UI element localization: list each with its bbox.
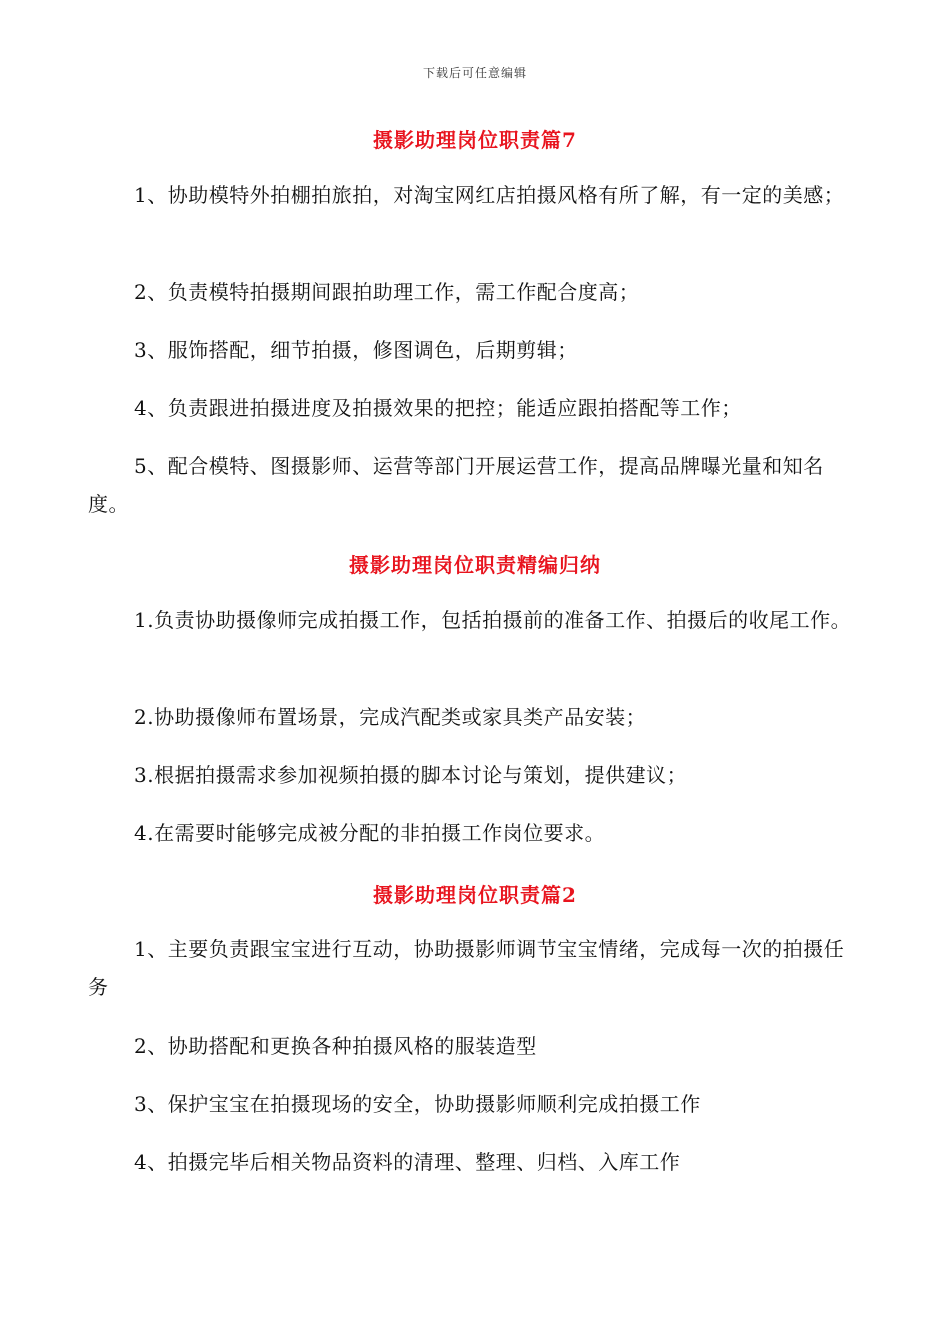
section-title-1: 摄影助理岗位职责篇7: [373, 128, 577, 152]
section-1-item-3: 3、服饰搭配，细节拍摄，修图调色，后期剪辑；: [134, 338, 578, 362]
section-2-item-2: 2.协助摄像师布置场景，完成汽配类或家具类产品安装；: [134, 705, 647, 729]
header-note: 下载后可任意编辑: [422, 66, 527, 80]
section-3-item-2: 2、协助搭配和更换各种拍摄风格的服装造型: [134, 1034, 537, 1058]
section-3-item-3: 3、保护宝宝在拍摄现场的安全，协助摄影师顺利完成拍摄工作: [134, 1092, 701, 1116]
section-3-item-1: 1、主要负责跟宝宝进行互动，协助摄影师调节宝宝情绪，完成每一次的拍摄任务: [88, 937, 845, 999]
section-1-item-4: 4、负责跟进拍摄进度及拍摄效果的把控；能适应跟拍搭配等工作；: [134, 396, 742, 420]
section-1-item-1: 1、协助模特外拍棚拍旅拍，对淘宝网红店拍摄风格有所了解，有一定的美感；: [134, 183, 845, 207]
section-3-item-4: 4、拍摄完毕后相关物品资料的清理、整理、归档、入库工作: [134, 1150, 681, 1174]
section-2-item-1: 1.负责协助摄像师完成拍摄工作，包括拍摄前的准备工作、拍摄后的收尾工作。: [134, 608, 852, 632]
section-2-item-3: 3.根据拍摄需求参加视频拍摄的脚本讨论与策划，提供建议；: [134, 763, 688, 787]
section-title-2: 摄影助理岗位职责精编归纳: [349, 553, 601, 577]
section-1-item-5: 5、配合模特、图摄影师、运营等部门开展运营工作，提高品牌曝光量和知名度。: [88, 454, 824, 516]
section-title-3: 摄影助理岗位职责篇2: [373, 883, 577, 907]
section-1-item-2: 2、负责模特拍摄期间跟拍助理工作，需工作配合度高；: [134, 280, 640, 304]
section-2-item-4: 4.在需要时能够完成被分配的非拍摄工作岗位要求。: [134, 821, 606, 845]
